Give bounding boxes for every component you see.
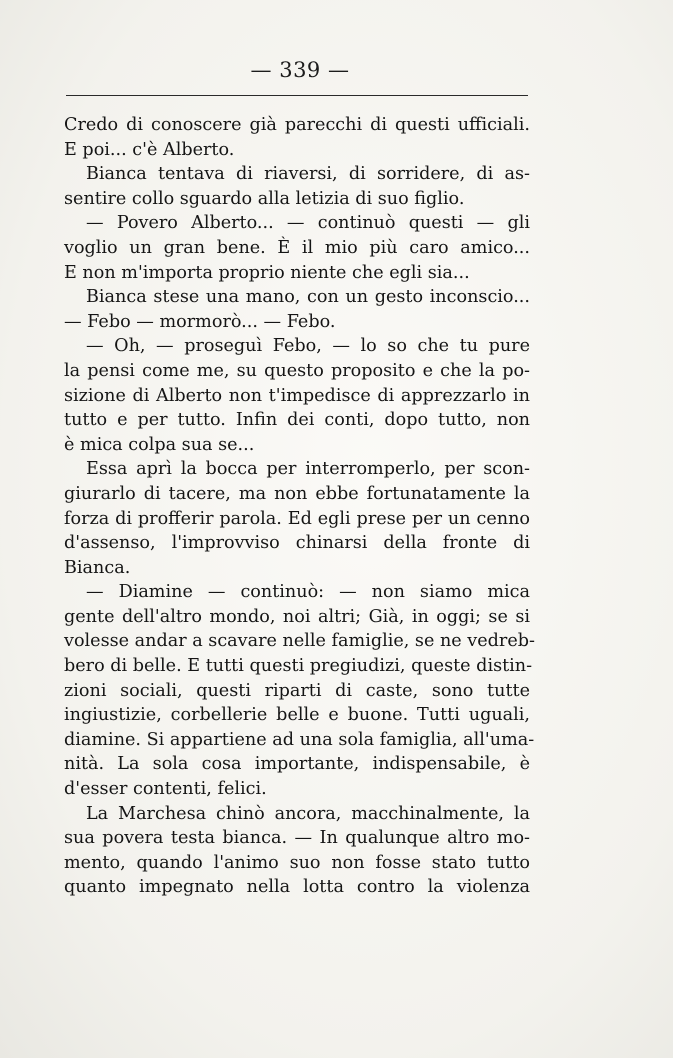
text-line: bero di belle. E tutti questi pregiudizi, queste distin- (64, 656, 533, 677)
text-line: — Diamine — continuò: — non siamo mica (86, 582, 530, 603)
text-line: Essa aprì la bocca per interromperlo, per scon- (86, 459, 530, 480)
text-line: sentire collo sguardo alla letizia di suo figlio. (64, 188, 465, 209)
text-line: La Marchesa chinò ancora, macchinalmente, la (86, 803, 530, 824)
body-text (64, 113, 535, 900)
text-line: d'esser contenti, felici. (64, 779, 267, 800)
text-line: Bianca. (64, 557, 131, 578)
text-line: diamine. Si appartiene ad una sola famiglia, all'uma- (64, 729, 535, 750)
text-line: mento, quando l'animo suo non fosse stato tutto (64, 852, 530, 873)
text-line: gente dell'altro mondo, noi altri; Già, in oggi; se si (64, 606, 530, 627)
text-line: sua povera testa bianca. — In qualunque altro mo- (64, 828, 530, 849)
text-line: ingiustizie, corbellerie belle e buone. Tutti uguali, (64, 705, 530, 726)
text-line: la pensi come me, su questo proposito e che la po- (64, 360, 530, 381)
text-line: giurarlo di tacere, ma non ebbe fortunatamente la (64, 483, 530, 504)
text-line: volesse andar a scavare nelle famiglie, se ne vedreb- (64, 631, 535, 652)
header-rule (66, 95, 528, 96)
text-line: sizione di Alberto non t'impedisce di apprezzarlo in (64, 385, 530, 406)
text-line: — Febo — mormorò... — Febo. (64, 311, 336, 332)
text-line: E non m'importa proprio niente che egli sia... (64, 262, 470, 283)
text-line: nità. La sola cosa importante, indispensabile, è (64, 754, 530, 775)
text-line: Credo di conoscere già parecchi di questi ufficiali. (64, 115, 530, 135)
text-line: Bianca stese una mano, con un gesto inconscio... (86, 287, 530, 308)
text-line: quanto impegnato nella lotta contro la violenza (64, 877, 530, 898)
text-line: tutto e per tutto. Infin dei conti, dopo tutto, non (64, 410, 530, 431)
text-line: voglio un gran bene. È il mio più caro amico... (64, 237, 530, 258)
text-line: d'assenso, l'improvviso chinarsi della fronte di (64, 533, 530, 554)
text-line: — Oh, — proseguì Febo, — lo so che tu pure (86, 336, 530, 357)
text-line: E poi... c'è Alberto. (64, 139, 235, 160)
text-line: — Povero Alberto... — continuò questi — gli (86, 213, 530, 234)
text-line: Bianca tentava di riaversi, di sorridere, di as- (86, 164, 530, 185)
text-line: è mica colpa sua se... (64, 434, 255, 455)
text-line: forza di profferir parola. Ed egli prese per un cenno (64, 508, 530, 529)
page-number: — 339 — (250, 58, 350, 82)
text-line: zioni sociali, questi riparti di caste, sono tutte (64, 680, 530, 701)
